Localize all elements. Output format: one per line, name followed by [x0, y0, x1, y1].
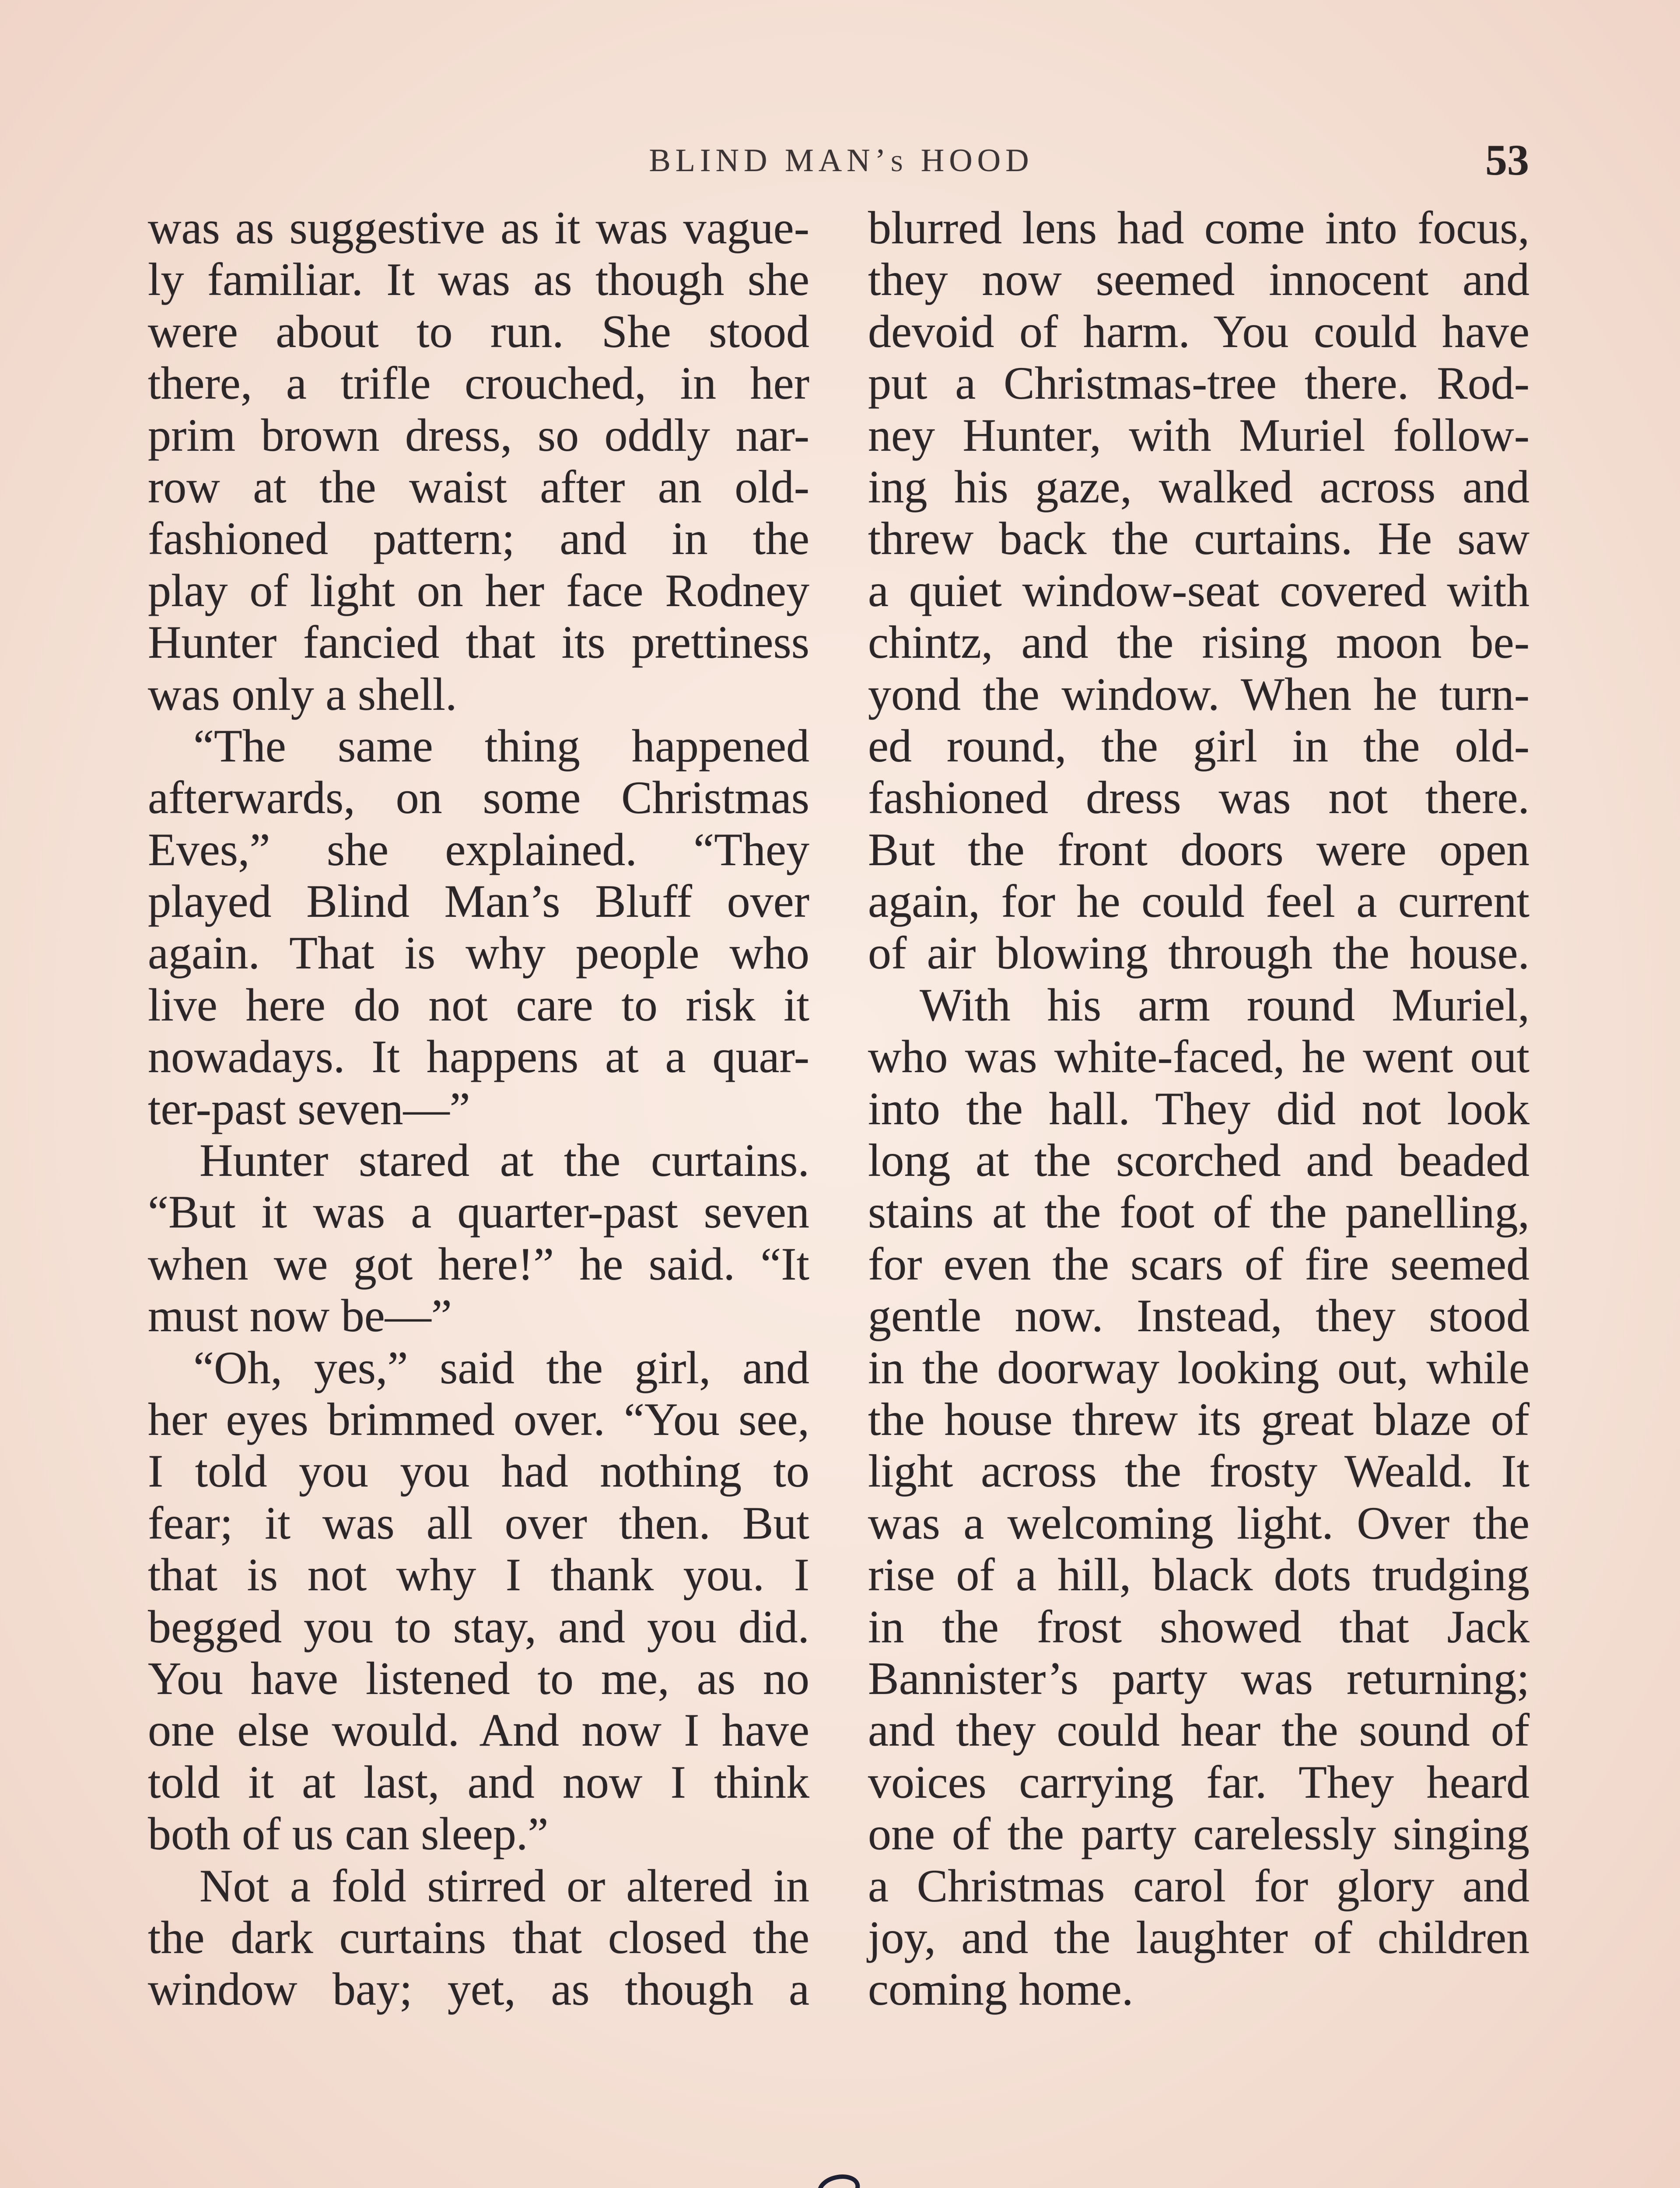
right-column-line: ing his gaze, walked across and: [868, 461, 1530, 512]
left-column-line: when we got here!” he said. “It: [148, 1238, 809, 1290]
right-column-line: in the frost showed that Jack: [868, 1601, 1530, 1652]
ornament-halo: [817, 2173, 860, 2188]
left-column-line: again. That is why people who: [148, 927, 809, 979]
right-column-line: coming home.: [868, 1964, 1134, 2015]
right-column-line: put a Christmas-tree there. Rod-: [868, 358, 1530, 409]
left-column-line: live here do not care to risk it: [148, 979, 809, 1031]
left-column-line: told it at last, and now I think: [148, 1756, 809, 1808]
left-column-line: afterwards, on some Christmas: [148, 772, 809, 824]
left-text-column: [148, 202, 809, 2016]
right-column-line: But the front doors were open: [868, 824, 1530, 875]
right-column-line: and they could hear the sound of: [868, 1704, 1530, 1756]
left-column-line: her eyes brimmed over. “You see,: [148, 1393, 809, 1445]
left-column-line: were about to run. She stood: [148, 305, 809, 357]
left-column-line: must now be—”: [148, 1290, 452, 1342]
left-column-line: Hunter stared at the curtains.: [200, 1135, 809, 1186]
right-column-line: threw back the curtains. He saw: [868, 513, 1530, 565]
left-column-line: the dark curtains that closed the: [148, 1911, 809, 1963]
right-column-line: who was white-faced, he went out: [868, 1031, 1530, 1083]
tailpiece-ornament-icon: [610, 2166, 1057, 2188]
left-column-line: one else would. And now I have: [148, 1704, 809, 1756]
page-number: 53: [1485, 136, 1529, 184]
right-column-line: fashioned dress was not there.: [868, 772, 1530, 824]
left-column-line: “The same thing happened: [193, 720, 809, 771]
left-column-line: was only a shell.: [148, 668, 457, 720]
left-column-line: played Blind Man’s Bluff over: [148, 876, 809, 927]
right-column-line: into the hall. They did not look: [868, 1083, 1530, 1134]
left-column-line: prim brown dress, so oddly nar-: [148, 409, 809, 461]
right-column-line: ney Hunter, with Muriel follow-: [868, 409, 1530, 461]
right-column-line: rise of a hill, black dots trudging: [868, 1549, 1530, 1601]
right-column-line: stains at the foot of the panelling,: [868, 1186, 1530, 1238]
left-column-line: row at the waist after an old-: [148, 461, 809, 512]
left-column-line: play of light on her face Rodney: [148, 565, 809, 616]
right-column-line: for even the scars of fire seemed: [868, 1238, 1530, 1290]
right-column-line: gentle now. Instead, they stood: [868, 1290, 1530, 1342]
left-column-line: “Oh, yes,” said the girl, and: [193, 1342, 809, 1393]
right-column-line: ed round, the girl in the old-: [868, 720, 1530, 771]
right-column-line: a quiet window-seat covered with: [868, 565, 1530, 616]
right-column-line: the house threw its great blaze of: [868, 1393, 1530, 1445]
left-column-line: Not a fold stirred or altered in: [200, 1860, 809, 1911]
right-column-line: long at the scorched and beaded: [868, 1135, 1530, 1186]
left-column-line: begged you to stay, and you did.: [148, 1601, 809, 1652]
left-column-line: ter-past seven—”: [148, 1083, 470, 1134]
right-text-column: [868, 202, 1530, 2016]
left-column-line: Hunter fancied that its prettiness: [148, 617, 809, 668]
right-column-line: With his arm round Muriel,: [920, 979, 1530, 1031]
left-column-line: window bay; yet, as though a: [148, 1964, 809, 2015]
right-column-line: of air blowing through the house.: [868, 927, 1530, 979]
right-column-line: was a welcoming light. Over the: [868, 1497, 1530, 1549]
running-head: BLIND MAN’s HOOD: [649, 143, 1034, 179]
left-column-line: ly familiar. It was as though she: [148, 254, 809, 305]
left-column-line: both of us can sleep.”: [148, 1808, 549, 1860]
left-column-line: that is not why I thank you. I: [148, 1549, 809, 1601]
left-column-line: nowadays. It happens at a quar-: [148, 1031, 809, 1083]
left-column-line: fashioned pattern; and in the: [148, 513, 809, 565]
right-column-line: they now seemed innocent and: [868, 254, 1530, 305]
right-column-line: blurred lens had come into focus,: [868, 202, 1530, 253]
right-column-line: a Christmas carol for glory and: [868, 1860, 1530, 1911]
right-column-line: light across the frosty Weald. It: [868, 1445, 1530, 1497]
left-column-line: fear; it was all over then. But: [148, 1497, 809, 1549]
left-column-line: there, a trifle crouched, in her: [148, 358, 809, 409]
right-column-line: voices carrying far. They heard: [868, 1756, 1530, 1808]
right-column-line: yond the window. When he turn-: [868, 668, 1530, 720]
left-column-line: Eves,” she explained. “They: [148, 824, 809, 875]
right-column-line: chintz, and the rising moon be-: [868, 617, 1530, 668]
right-column-line: in the doorway looking out, while: [868, 1342, 1530, 1393]
right-column-line: devoid of harm. You could have: [868, 305, 1530, 357]
left-column-line: was as suggestive as it was vague-: [148, 202, 809, 253]
right-column-line: again, for he could feel a current: [868, 876, 1530, 927]
right-column-line: one of the party carelessly singing: [868, 1808, 1530, 1860]
left-column-line: “But it was a quarter-past seven: [148, 1186, 809, 1238]
left-column-line: You have listened to me, as no: [148, 1652, 809, 1704]
left-column-line: I told you you had nothing to: [148, 1445, 809, 1497]
right-column-line: Bannister’s party was returning;: [868, 1652, 1530, 1704]
right-column-line: joy, and the laughter of children: [868, 1911, 1530, 1963]
